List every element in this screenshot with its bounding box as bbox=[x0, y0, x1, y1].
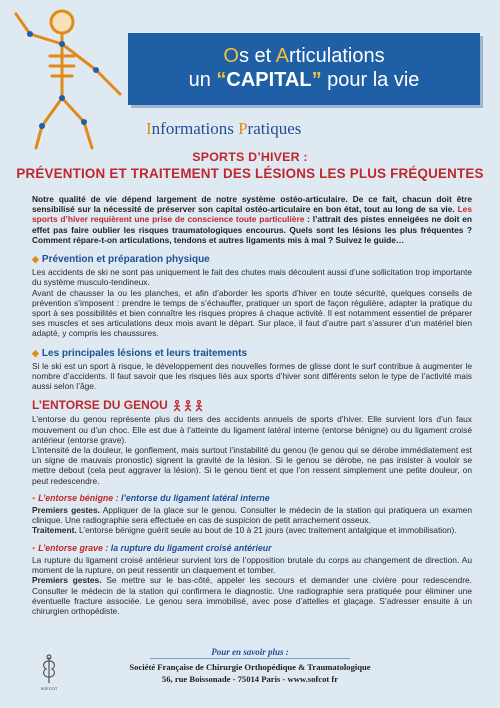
bullet-icon: • bbox=[32, 542, 36, 553]
paragraph: L’entorse du genou représente plus du tiers des accidents annuels de sports d’hiver. Elle survient lors d’un faux mouvement ou d’un choc. Elle est due à l’atteinte du ligament latéral interne (entorse bénigne) ou du ligament croisé antérieur (entorse grave). bbox=[32, 414, 472, 445]
bullet-icon: ◆ bbox=[32, 347, 39, 358]
skiers-icon bbox=[172, 400, 206, 412]
sofcot-logo-icon bbox=[38, 653, 60, 685]
subheading-benign: • L’entorse bénigne : l’entorse du ligament latéral interne bbox=[32, 492, 270, 503]
title-line-2: PRÉVENTION ET TRAITEMENT DES LÉSIONS LES PLUS FRÉQUENTES bbox=[16, 166, 484, 181]
footer-organization: Société Française de Chirurgie Orthopédique & Traumatologique bbox=[129, 662, 371, 672]
article-body bbox=[32, 194, 472, 616]
paragraph: Si le ski est un sport à risque, le développement des nouvelles formes de glisse dont le surf contribue à augmenter le nombre d’accidents. Il faut savoir que les risques liés aux sports d’hiver sont différents selon le type de l’activité mais aussi selon l’âge. bbox=[32, 360, 472, 392]
bullet-icon: • bbox=[32, 492, 36, 503]
paragraph: Premiers gestes. Appliquer de la glace sur le genou. Consulter le médecin de la station qui pratiquera un examen clinique. Une radiographie sera effectuée en cas de suspicion de petit arrachement osseux. bbox=[32, 505, 472, 526]
footer-divider bbox=[150, 658, 350, 659]
subheading-grave: • L’entorse grave : la rupture du ligament croisé antérieur bbox=[32, 542, 272, 553]
title-banner bbox=[128, 33, 480, 105]
section-heading-lesions: ◆ Les principales lésions et leurs traitements bbox=[32, 347, 247, 359]
paragraph: Les accidents de ski ne sont pas uniquement le fait des chutes mais découlent aussi d’une sollicitation trop importante du système musculo-tendineux. bbox=[32, 267, 472, 288]
logo-text: SOFCOT bbox=[40, 686, 58, 691]
section-heading-prevention: ◆ Prévention et préparation physique bbox=[32, 254, 210, 266]
intro-paragraph: Notre qualité de vie dépend largement de notre système ostéo-articulaire. De ce fait, chacun doit être sensibilisé sur la nécessité de préserver son capital ostéo-articulaire en bon état, tout au long de sa vie. Les sports d’hiver requièrent une prise de conscience toute particulière : l’attrait des pistes enneigées ne doit en effet pas faire oublier les risques traumatologiques encourus. Quels sont les lésions les plus fréquentes ? Comment répare-t-on articulations, tendons et autres ligaments mis à mal ? Suivez le guide… bbox=[32, 194, 472, 245]
paragraph: Premiers gestes. Se mettre sur le bas-côté, appeler les secours et demander une civière pour redescendre. Consulter le médecin de la station qui confirmera le diagnostic. Une radiographie sera pratiquée pour éliminer une éventuelle fracture associée. Le genou sera immobilisé, avec pose d’attelles et glaçage. S’adresser ensuite à un chirurgien orthopédiste. bbox=[32, 575, 472, 616]
footer-title: Pour en savoir plus : bbox=[211, 647, 289, 657]
paragraph: Avant de chausser la ou les planches, et afin d’aborder les sports d’hiver en toute sécurité, quelques conseils de prévention s’imposent : prendre le temps de s’échauffer, pratiquer un sport de façon régulière, adapter la pratique du sport à ses possibilités et bien connaître les risques propres à chaque activité. Il est notamment essentiel de préparer ses muscles et ses articulations deux mois avant le départ. Sur place, il faut d’autre part s’assurer d’un matériel bien adapté, y compris les chaussures. bbox=[32, 287, 472, 339]
footer-address: 56, rue Boissonade - 75014 Paris - www.sofcot fr bbox=[161, 674, 339, 684]
banner-line-2: un “CAPITAL” pour la vie bbox=[188, 69, 420, 91]
paragraph: Traitement. L’entorse bénigne guérit seule au bout de 10 à 21 jours (avec traitement antalgique et immobilisation). bbox=[32, 525, 457, 536]
subtitle: Informations Pratiques bbox=[146, 119, 302, 138]
paragraph: La rupture du ligament croisé antérieur survient lors de l’opposition brutale du corps au changement de direction. Au moment de la rupture, on peut ressentir un claquement et tomber. bbox=[32, 554, 472, 576]
title-line-1: SPORTS D’HIVER : bbox=[192, 150, 308, 164]
section-heading-knee: L’ENTORSE DU GENOU bbox=[32, 400, 472, 412]
banner-line-1: Os et Articulations bbox=[223, 45, 385, 67]
paragraph: L’intensité de la douleur, le gonflement, mais surtout l’instabilité du genou (le genou qui se dérobe immédiatement est un signe de mauvais pronostic) signent la gravité de la lésion. Si le genou se dérobe, ne pas insister à vouloir se mettre debout (cela peut aggraver la lésion). Si le genou tient et que l’on ressent simplement une petite douleur, on peut redescendre. bbox=[32, 445, 472, 486]
bullet-icon: ◆ bbox=[32, 254, 39, 265]
